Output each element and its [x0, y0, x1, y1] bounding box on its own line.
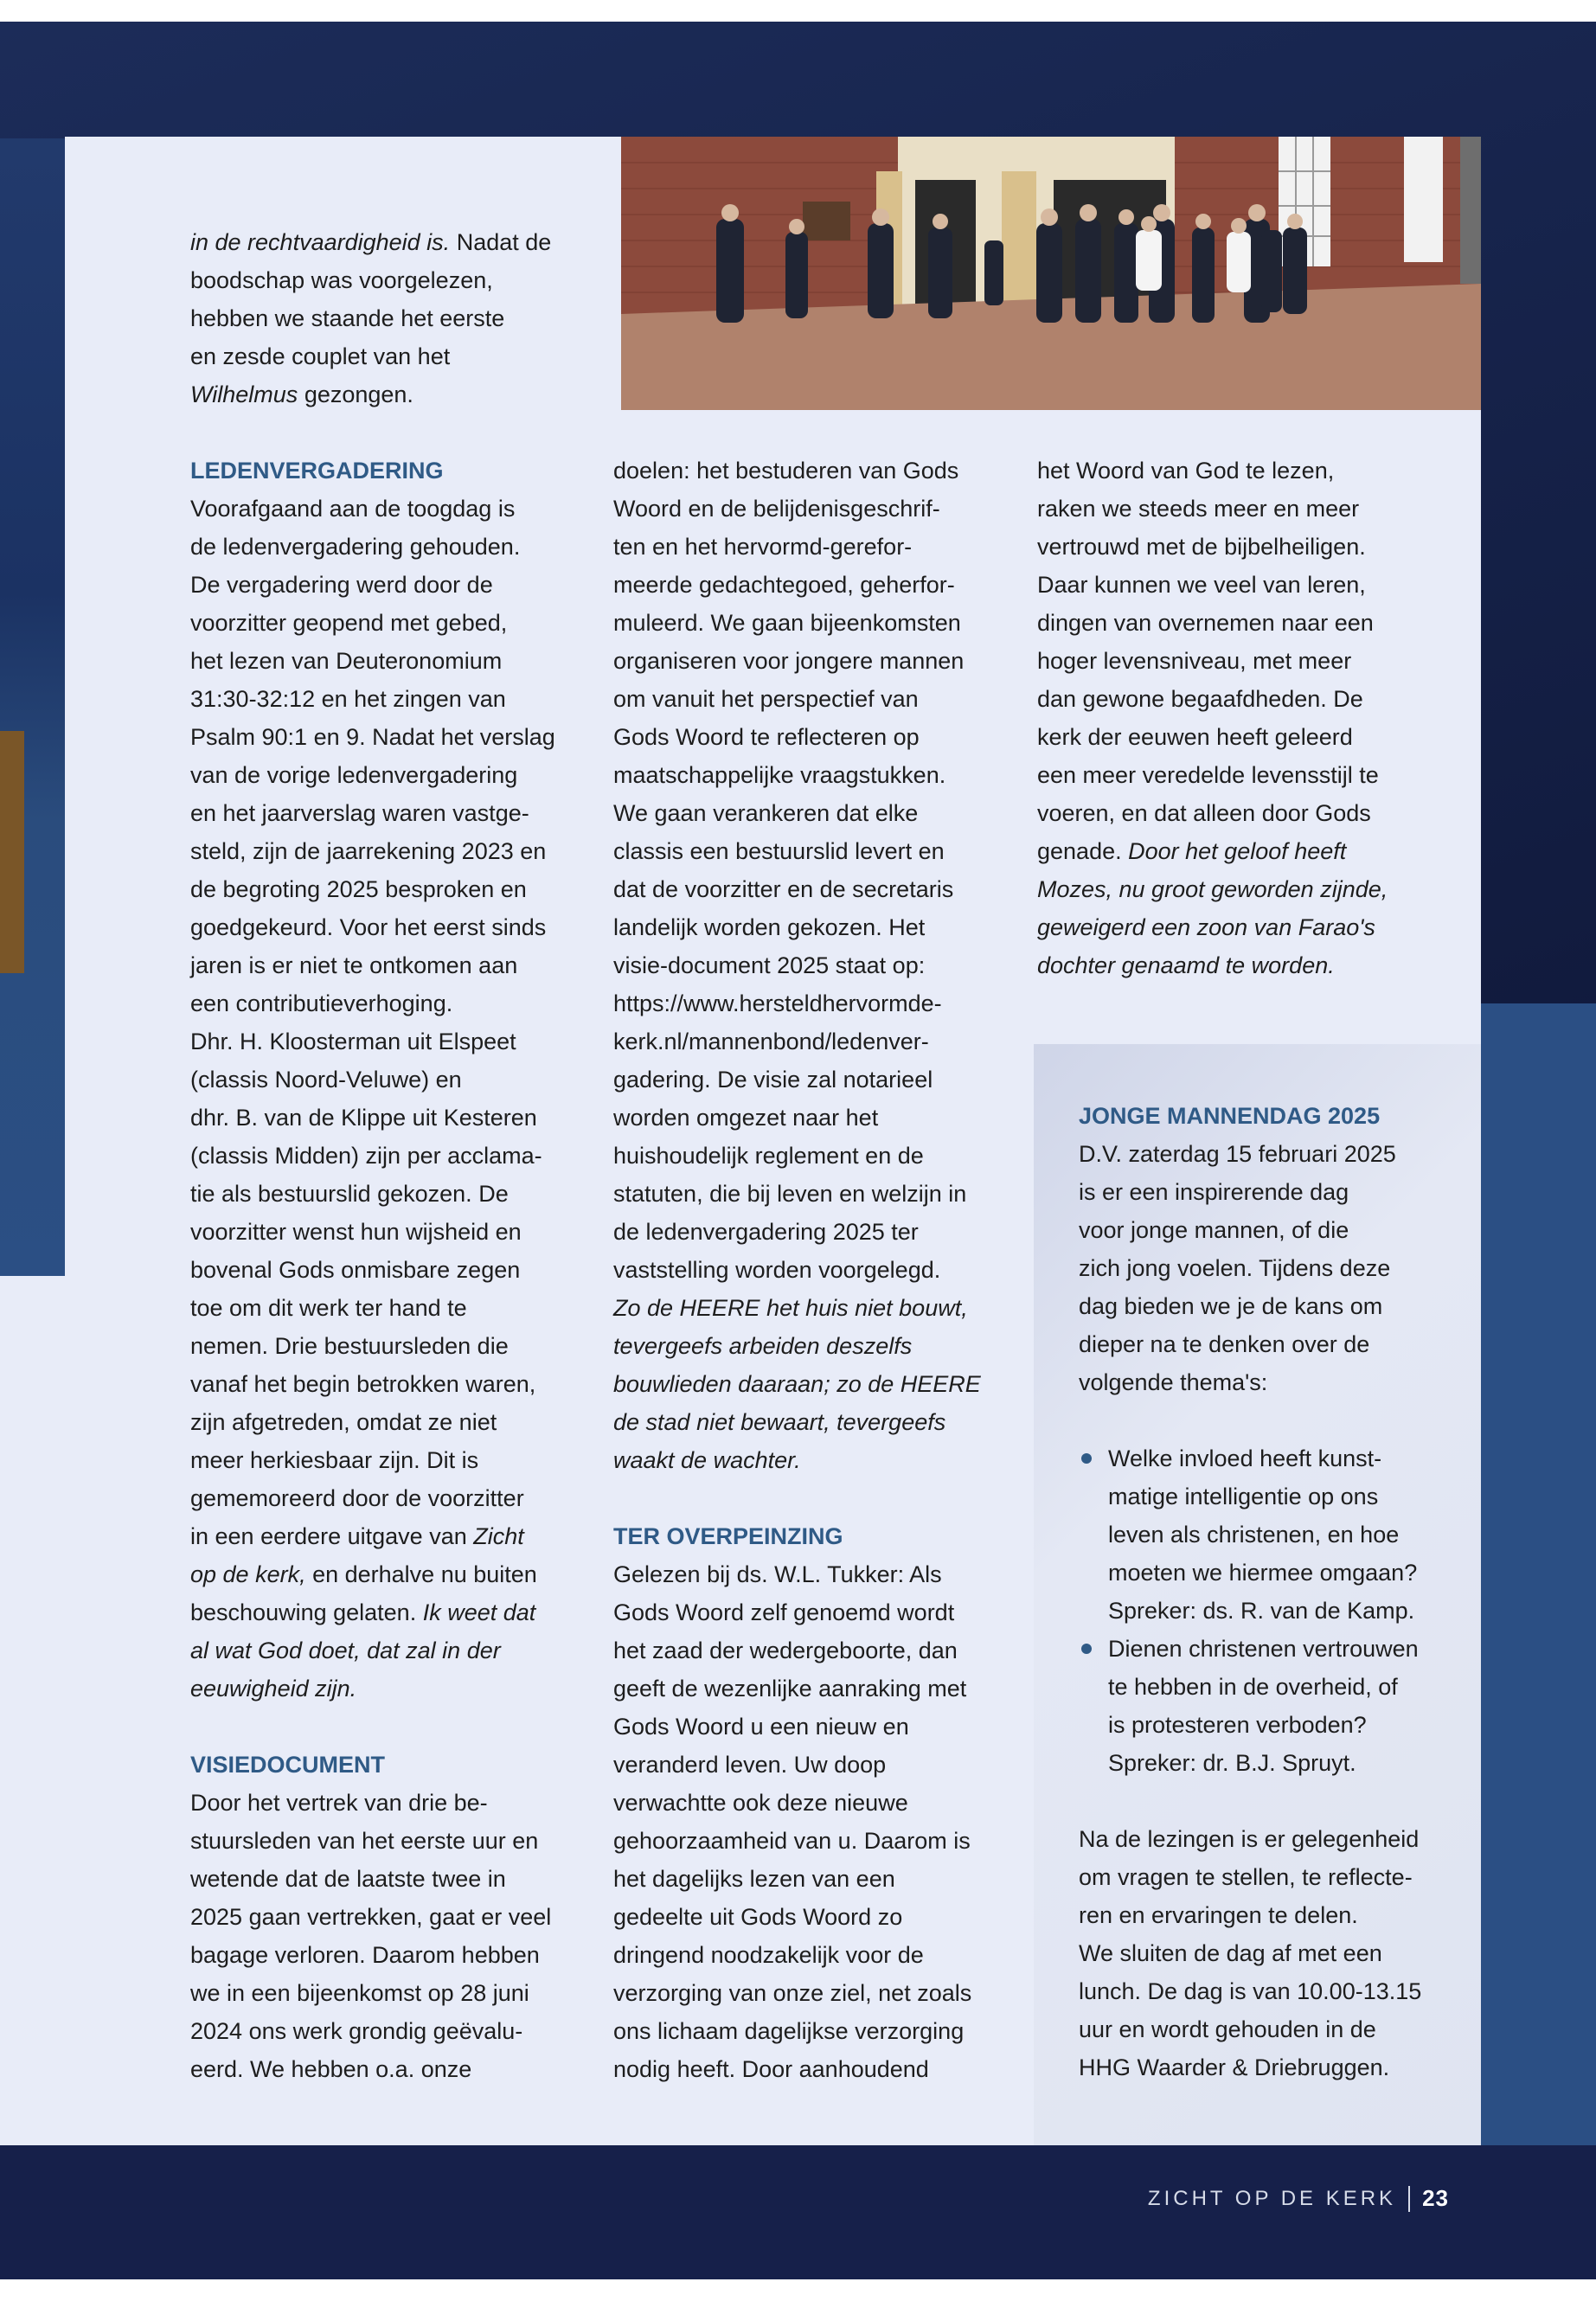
heading-ter-overpeinzing: TER OVERPEINZING — [613, 1523, 843, 1549]
column-2 — [613, 452, 994, 2088]
url-text: kerk.nl/mannenbond/ledenver- — [613, 1029, 929, 1054]
jonge-mannendag-box: JONGE MANNENDAG 2025 D.V. zaterdag 15 februari 2025 is er een inspirerende dag voor jonge mannen, of die zich jong voelen. Tijdens deze dag bieden we je de kans om dieper na te denken over de volgende thema's: Welke invloed heeft kunst- matige intelligentie op ons leven als christenen, en hoe moeten we hiermee omgaan? Spreker: ds. R. van de Kamp. Dienen christenen vertrouwen te hebben in de overheid, of is protesteren verboden? Spreker: dr. B.J. Spruyt. Na de lezingen is er gelegenheid om vragen te stellen, te reflecte- ren en ervaringen te delen. We sluiten de dag af met een lunch. De dag is van 10.00-13.15 uur en wordt gehouden in de HHG Waarder & Driebruggen. — [1079, 1097, 1459, 2086]
visiedocument-continued: doelen: het bestuderen van Gods Woord en de belijdenisgeschrif- ten en het hervormd-gerefor- meerde gedachtegoed, geherfor- muleerd. We gaan bijeenkomsten organiseren voor jongere mannen om vanuit het perspectief van Gods Woord te reflecteren op maatschappelijke vraagstukken. We gaan verankeren dat elke classis een bestuurslid levert en dat de voorzitter en de secretaris landelijk worden gekozen. Het visie-document 2025 staat op: https://www.hersteldhervormde- kerk.nl/mannenbond/ledenver- gadering. De visie zal notarieel worden omgezet naar het huishoudelijk reglement en de statuten, die bij leven en welzijn in de ledenvergadering 2025 ter vaststelling worden voorgelegd. — [613, 452, 994, 1289]
column-3: het Woord van God te lezen, raken we steeds meer en meer vertrouwd met de bijbelheiligen. Daar kunnen we veel van leren, dingen van overnemen naar een hoger levensniveau, met meer dan gewone begaafdheden. De kerk der eeuwen heeft geleerd een meer veredelde levensstijl te voeren, en dat alleen door Gods genade. Door het geloof heeft Mozes, nu groot geworden zijnde, geweigerd een zoon van Farao's dochter genaamd te worden. — [1037, 458, 1388, 978]
theme-list — [1079, 1439, 1459, 1782]
bullet-icon — [1081, 1453, 1092, 1464]
ledenvergadering-body: Voorafgaand aan de toogdag is de ledenvergadering gehouden. De vergadering werd door de voorzitter geopend met gebed, het lezen van Deuteronomium 31:30-32:12 en het zingen van Psalm 90:1 en 9. Nadat het verslag van de vorige ledenvergadering en het jaarverslag waren vastge- steld, zijn de jaarrekening 2023 en de begroting 2025 besproken en goedgekeurd. Voor het eerst sinds jaren is er niet te ontkomen aan een contributieverhoging. Dhr. H. Kloosterman uit Elspeet (classis Noord-Veluwe) en dhr. B. van de Klippe uit Kesteren (classis Midden) zijn per acclama- tie als bestuurslid gekozen. De voorzitter wenst hun wijsheid en bovenal Gods onmisbare zegen toe om dit werk ter hand te nemen. Drie bestuursleden die vanaf het begin betrokken waren, zijn afgetreden, omdat ze niet meer herkiesbaar zijn. Dit is gememoreerd door de voorzitter in een eerdere uitgave van Zicht op de kerk, en derhalve nu buiten beschouwing gelaten. Ik weet dat al wat God doet, dat zal in der eeuwigheid zijn. — [190, 496, 555, 1702]
bullet-icon — [1081, 1644, 1092, 1654]
heading-visiedocument: VISIEDOCUMENT — [190, 1752, 386, 1778]
page-footer — [1148, 2185, 1449, 2212]
theme-item: Welke invloed heeft kunst- matige intelligentie op ons leven als christenen, en hoe moeten we hiermee omgaan? Spreker: ds. R. van de Kamp. — [1079, 1439, 1459, 1630]
magazine-name: ZICHT OP DE KERK — [1147, 2186, 1397, 2210]
intro-line: boodschap was voorgelezen, — [190, 267, 493, 293]
intro-line: en zesde couplet van het — [190, 343, 451, 369]
footer-band — [0, 2145, 1596, 2279]
scripture-quote: Zo de HEERE het huis niet bouwt, tevergeefs arbeiden deszelfs bouwlieden daaraan; zo de HEERE de stad niet bewaart, tevergeefs waakt de wachter. — [613, 1295, 981, 1473]
article-panel-extension — [0, 1276, 65, 2145]
column-1 — [190, 223, 571, 2088]
intro-line: hebben we staande het eerste — [190, 305, 505, 331]
theme-item: Dienen christenen vertrouwen te hebben in de overheid, of is protesteren verboden? Spreker: dr. B.J. Spruyt. — [1079, 1630, 1459, 1782]
page-number: 23 — [1422, 2185, 1449, 2211]
left-wood-detail — [0, 731, 24, 973]
box-title: JONGE MANNENDAG 2025 — [1079, 1103, 1381, 1129]
left-photo-strip — [0, 138, 65, 1276]
ter-overpeinzing-body: Gelezen bij ds. W.L. Tukker: Als Gods Woord zelf genoemd wordt het zaad der wedergeboorte, dan geeft de wezenlijke aanraking met Gods Woord u een nieuw en veranderd leven. Uw doop verwachtte ook deze nieuwe gehoorzaamheid van u. Daarom is het dagelijks lezen van een gedeelte uit Gods Woord zo dringend noodzakelijk voor de verzorging van onze ziel, net zoals ons lichaam dagelijkse verzorging nodig heeft. Door aanhoudend — [613, 1561, 972, 2082]
visiedocument-body: Door het vertrek van drie be- stuursleden van het eerste uur en wetende dat de laatste twee in 2025 gaan vertrekken, gaat er veel bagage verloren. Daarom hebben we in een bijeenkomst op 28 juni 2024 ons werk grondig geëvalu- eerd. We hebben o.a. onze — [190, 1790, 552, 2082]
intro-line: Wilhelmus gezongen. — [190, 381, 413, 407]
church-photo — [621, 137, 1481, 410]
heading-ledenvergadering: LEDENVERGADERING — [190, 458, 444, 484]
intro-line: in de rechtvaardigheid is. Nadat de — [190, 229, 552, 255]
footer-divider — [1408, 2186, 1410, 2212]
url-text: https://www.hersteldhervormde- — [613, 990, 942, 1016]
